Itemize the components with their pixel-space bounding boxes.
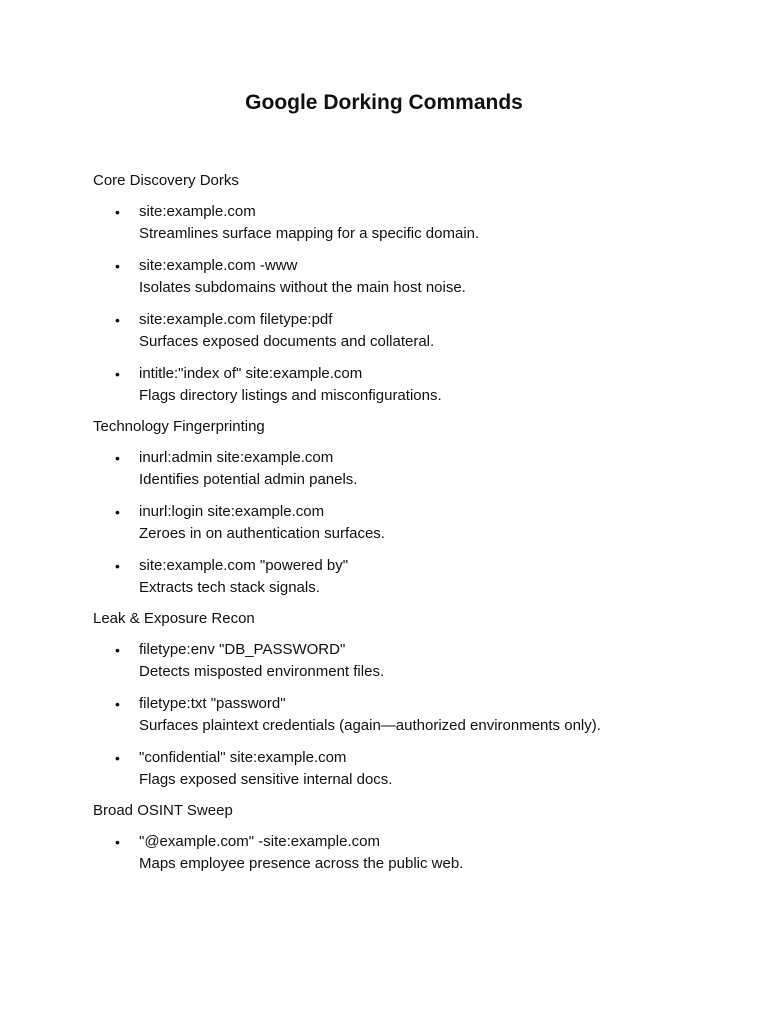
bullet-icon: • <box>115 258 120 274</box>
bullet-icon: • <box>115 558 120 574</box>
dork-description: Surfaces exposed documents and collateral. <box>139 333 435 350</box>
command-list <box>93 831 733 875</box>
list-item <box>93 201 733 245</box>
dork-command: site:example.com filetype:pdf <box>139 311 333 328</box>
dork-description: Detects misposted environment files. <box>139 663 385 680</box>
command-list <box>93 447 733 599</box>
list-item <box>93 555 733 599</box>
bullet-icon: • <box>115 696 120 712</box>
section-heading: Leak & Exposure Recon <box>93 610 255 627</box>
bullet-icon: • <box>115 366 120 382</box>
section-heading: Broad OSINT Sweep <box>93 802 233 819</box>
list-item <box>93 363 733 407</box>
bullet-icon: • <box>115 504 120 520</box>
dork-description: Isolates subdomains without the main host noise. <box>139 279 466 296</box>
bullet-icon: • <box>115 312 120 328</box>
dork-command: inurl:admin site:example.com <box>139 449 334 466</box>
section-technology-fingerprinting <box>93 416 733 599</box>
list-item <box>93 309 733 353</box>
dork-description: Flags exposed sensitive internal docs. <box>139 771 393 788</box>
list-item <box>93 831 733 875</box>
section-heading: Core Discovery Dorks <box>93 172 239 189</box>
list-item <box>93 501 733 545</box>
dork-command: intitle:"index of" site:example.com <box>139 365 363 382</box>
dork-description: Extracts tech stack signals. <box>139 579 320 596</box>
list-item <box>93 447 733 491</box>
section-leak-exposure-recon <box>93 608 733 791</box>
dork-description: Surfaces plaintext credentials (again—authorized environments only). <box>139 717 601 734</box>
dork-description: Zeroes in on authentication surfaces. <box>139 525 385 542</box>
dork-command: filetype:txt "password" <box>139 695 286 712</box>
dork-command: "@example.com" -site:example.com <box>139 833 380 850</box>
bullet-icon: • <box>115 750 120 766</box>
dork-command: site:example.com -www <box>139 257 298 274</box>
list-item <box>93 639 733 683</box>
section-heading: Technology Fingerprinting <box>93 418 265 435</box>
dork-description: Identifies potential admin panels. <box>139 471 358 488</box>
bullet-icon: • <box>115 642 120 658</box>
dork-command: site:example.com <box>139 203 256 220</box>
dork-command: "confidential" site:example.com <box>139 749 347 766</box>
bullet-icon: • <box>115 204 120 220</box>
bullet-icon: • <box>115 834 120 850</box>
list-item <box>93 693 733 737</box>
dork-description: Maps employee presence across the public web. <box>139 855 464 872</box>
dork-command: site:example.com "powered by" <box>139 557 349 574</box>
dork-command: inurl:login site:example.com <box>139 503 325 520</box>
list-item <box>93 255 733 299</box>
list-item <box>93 747 733 791</box>
section-core-discovery <box>93 170 733 407</box>
section-broad-osint-sweep <box>93 800 733 875</box>
dork-description: Flags directory listings and misconfigurations. <box>139 387 442 404</box>
bullet-icon: • <box>115 450 120 466</box>
document-content <box>93 170 733 885</box>
command-list <box>93 201 733 407</box>
dork-command: filetype:env "DB_PASSWORD" <box>139 641 346 658</box>
command-list <box>93 639 733 791</box>
page-title: Google Dorking Commands <box>245 91 523 114</box>
dork-description: Streamlines surface mapping for a specific domain. <box>139 225 480 242</box>
